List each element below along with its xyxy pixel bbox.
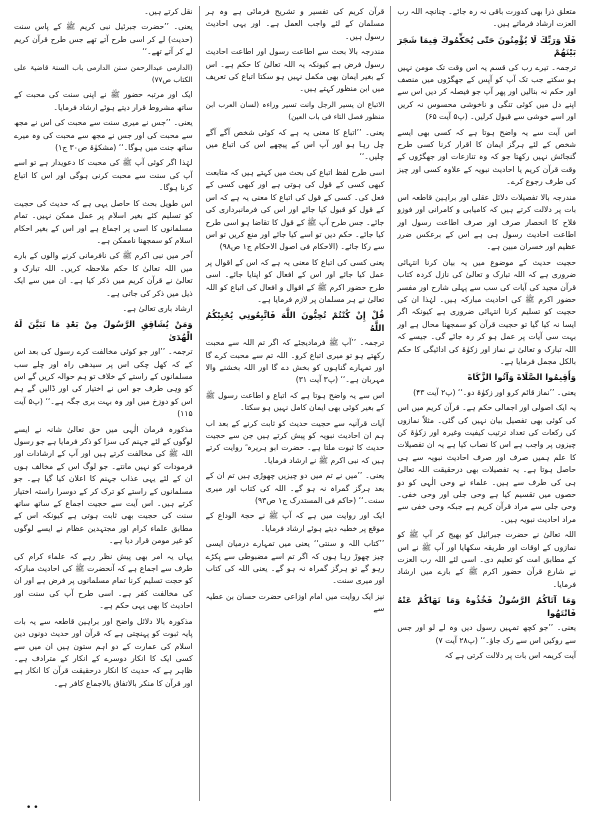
column-left <box>8 6 200 801</box>
paragraph: یعنی۔ ’’جس نے میری سنت سے محبت کی اس نے مجھ سے محبت کی اور جس نے مجھ سے محبت کی وہ میرے ساتھ جنت میں ہوگا۔‘‘ (مشکوٰۃ ص۳۰ ج۱) <box>13 118 193 153</box>
footer-marks: •• <box>26 803 41 813</box>
quran-verse: قُلْ إِنْ كُنْتُمْ تُحِبُّونَ اللَّهَ فَاتَّبِعُونِي يُحْبِبْكُمُ اللَّهُ <box>205 310 385 333</box>
quran-verse: وَمَا آتَاكُمُ الرَّسُولُ فَخُذُوهُ وَمَا نَهَاكُمْ عَنْهُ فَانْتَهُوا <box>397 595 576 618</box>
quran-verse: فَلَا وَرَبِّكَ لَا يُؤْمِنُونَ حَتّٰى يُحَكِّمُوكَ فِيمَا شَجَرَ بَيْنَهُمْ <box>397 34 576 58</box>
paragraph: یعنی۔ ’’حضرت جبرئیل نبی کریم ﷺ کے پاس سنت (حدیث) لے کر اسی طرح آتے تھے جس طرح قرآن کریم لے کر آتے تھے۔‘‘ <box>13 22 193 57</box>
paragraph: اس طویل بحث کا حاصل یہی ہے کہ حدیث کی حجیت کو تسلیم کئے بغیر اسلام پر عمل ممکن نہیں۔ تمام مسلمانوں کا اسی پر اجماع ہے اور اس کے بغیر احکام اسلام کو سمجھنا ناممکن ہے۔ <box>13 198 193 245</box>
paragraph: اس سے یہ واضح ہوتا ہے کہ اتباع و اطاعت رسول ﷺ کے بغیر کوئی بھی ایمان کامل نہیں ہو سکتا۔ <box>205 390 385 413</box>
paragraph: آخر میں نبی اکرم ﷺ کی نافرمانی کرنے والوں کے بارے میں اللہ تعالیٰ کا حکم ملاحظہ کریں۔ اللہ تبارک و تعالیٰ نے قرآن کریم میں ذکر کیا ہے۔ ان میں سے ایک ذیل میں ذکر کی جاتی ہے۔ <box>13 251 193 298</box>
paragraph: لہٰذا اگر کوئی آپ ﷺ کی محبت کا دعویدار ہے تو اسے آپ کی سنت سے محبت کرنی ہوگی اور اس کا اتباع کرنا ہوگا۔ <box>13 158 193 193</box>
paragraph: نیز ایک روایت میں امام اوزاعی حضرت حسان بن عطیہ سے <box>205 591 385 614</box>
paragraph: آیات قرآنیہ سے حجیت حدیث کو ثابت کرنے کے بعد اب ہم ان احادیث نبویہ کو پیش کرتے ہیں جن سے حجیت حدیث کا ثبوت ملتا ہے۔ حضرت ابو ہریرہ ؓ روایت کرتے ہیں کہ نبی اکرم ﷺ نے ارشاد فرمایا۔ <box>205 418 385 465</box>
paragraph: مندرجہ بالا تفصیلات دلائل عقلی اور براہین قاطعہ اس بات پر دلالت کرتے ہیں کہ کامیابی و کامرانی اور فوزو فلاح کا انحصار صرف اور صرف اطاعت رسول اور اطاعت احادیث رسول ہی ہے اس کے برعکس ضرر عظیم اور خسران مبین ہے۔ <box>397 192 576 252</box>
paragraph: مذکورہ فرمان الٰہی میں حق تعالیٰ شانہ نے ایسے لوگوں کے لئے جہنم کی سزا کو ذکر فرمایا ہے جو رسول اللہ ﷺ کی مخالفت کرتے ہیں اور آپ کے ارشادات اور فرمودات کو نہیں مانتے۔ جو لوگ اس کے مخالف ہوں ان کے لئے یہی عذاب جہنم کا اعلان کیا گیا ہے۔ جو مسلمانوں کے راستے کو ترک کر کے دوسرا راستہ اختیار کرتے ہیں۔ اس آیت سے حجیت اجماع کے ساتھ ساتھ سنت کی حجیت بھی ثابت ہوتی ہے کیونکہ اس کے مطابق علماء کرام اور مجتہدین عظام نے ایسے لوگوں کو غیر مومن قرار دیا ہے۔ <box>13 424 193 546</box>
paragraph: قرآن کریم کی تفسیر و تشریح فرمائی ہے وہ ہر مسلمان کے لئے واجب العمل ہے۔ اور یہی احادیث رسول ہیں۔ <box>205 7 385 41</box>
paragraph: یعنی۔ ’’اتباع کا معنی یہ ہے کہ کوئی شخص آگے آگے چل رہا ہو اور آپ اس کے پیچھے اس کی اتباع میں چلیں۔‘‘ <box>205 127 385 162</box>
paragraph: ترجمہ۔ ’’آپ ﷺ فرمادیجئے کہ اگر تم اللہ سے محبت رکھتے ہو تو میری اتباع کرو۔ اللہ تم سے محبت کرے گا اور تمہارے گناہوں کو بخش دے گا اور اللہ بخشنے والا مہربان ہے۔‘‘ (پ۳ آیت ۳۱) <box>205 338 385 385</box>
paragraph: ایک اور مرتبہ حضور ﷺ نے اپنی سنت کی محبت کے ساتھ مشروط قرار دیتے ہوئے ارشاد فرمایا۔ <box>13 90 193 112</box>
column-middle <box>200 6 392 801</box>
text-columns <box>8 6 582 801</box>
paragraph: ایک اور روایت میں ہے کہ آپ ﷺ نے حجۃ الوداع کے موقع پر خطبہ دیتے ہوئے ارشاد فرمایا۔ <box>205 511 385 533</box>
paragraph: یعنی۔ ’’میں نے تم میں دو چیزیں چھوڑی ہیں تم ان کے بعد ہرگز گمراہ نہ ہو گے۔ اللہ کی کتاب اور میری سنت۔‘‘ (حاکم فی المستدرک ج۱ ص۹۳) <box>205 471 385 506</box>
paragraph: حجیت حدیث کے موضوع میں یہ بیان کرنا انتہائی ضروری ہے کہ اللہ تبارک و تعالیٰ کی نازل کردہ کتاب قرآن مجید کی آیات کی سب سے پہلی شارح اور مفسر حضور اکرم ﷺ کی احادیث مبارکہ ہیں۔ لہٰذا ان کی حجیت کو تسلیم کرنا انتہائی ضروری ہے کیونکہ اگر ایسا نہ کیا گیا تو حجیت قرآن کو سمجھنا محال ہے اور بہت سی آیات پر عمل ہو کر رہ جائے گی۔ جیسے کہ اللہ تبارک و تعالیٰ نے نماز اور زکوٰۃ کی ادائیگی کا حکم بالکل مجمل فرمایا ہے۔ <box>397 257 576 366</box>
paragraph: مذکورہ بالا دلائل واضح اور براہین قاطعہ سے یہ بات پایہ ثبوت کو پہنچتی ہے کہ قرآن اور حدیث دونوں دین اسلام کی عمارت کے دو اہم ستون ہیں ان میں سے کسی ایک کا انکار دوسرے کے انکار کے مترادف ہے۔ ظاہر ہے کہ حدیث کا انکار درحقیقت قرآن کا انکار ہے اور قرآن کا منکر بالاتفاق بالاجماع کافر ہے۔ <box>13 616 193 688</box>
paragraph: یہ ایک اصولی اور اجمالی حکم ہے۔ قرآن کریم میں اس کی کوئی بھی تفصیل بیان نہیں کی گئی۔ مثلاً نمازوں کی رکعات کی تعداد ترتیب کیفیت وغیرہ اور زکوٰۃ کن چیزوں پر واجب ہے اس کا نصاب کیا ہے یہ ان تفصیلات کا علم ہمیں صرف اور صرف احادیث نبویہ سے ہی حاصل ہوتا ہے۔ یہ تفصیلات بھی درحقیقت اللہ تعالیٰ ہی کی طرف سے ہیں۔ علماء نے وحی الٰہی کو دو حصوں میں تقسیم کیا ہے وحی جلی اور وحی خفی۔ وحی جلی سے مراد قرآن کریم ہے جبکہ وحی خفی سے مراد احادیث نبویہ ہیں۔ <box>397 403 576 524</box>
paragraph: ’’کتاب اللہ و سنتی‘‘ یعنی میں تمہارے درمیان ایسی چیز چھوڑ رہا ہوں کہ اگر تم اسے مضبوطی سے پکڑے رہو گے تو ہرگز گمراہ نہ ہو گے۔ یعنی اللہ کی کتاب اور میری سنت۔ <box>205 539 385 586</box>
paragraph: ترجمہ۔ ’’اور جو کوئی مخالفت کرے رسول کی بعد اس کے کہ کھل چکی اس پر سیدھی راہ اور چلے سب مسلمانوں کے راستے کے خلاف تو ہم حوالہ کریں گے اس کو وہی طرف جو اس نے اختیار کی اور ڈالیں گے ہم اس کو دوزخ میں اور وہ بہت بری جگہ ہے۔‘‘ (پ۵ آیت ۱۱۵) <box>13 347 193 419</box>
paragraph: اسی طرح لفظ اتباع کی بحث میں کہتے ہیں کہ متابعت کبھی کسی کے قول کی ہوتی ہے اور کبھی کسی کے فعل کی۔ کسی کے قول کی اتباع کا معنی یہ ہے کہ اس کے قول کو قبول کیا جائے اور اس کی فرمانبرداری کی جائے۔ جس طرح آپ ﷺ کے قول کا تقاضا ہو اسی طرح کیا جائے۔ حکم دیں تو اسے کیا جائے اور منع کریں تو اس سے رکا جائے۔ (الاحکام فی اصول الاحکام ج۱ ص۹۸) <box>205 167 385 252</box>
paragraph: ترجمہ۔ تیرے رب کی قسم یہ اس وقت تک مومن نہیں ہو سکتے جب تک آپ کو آپس کے جھگڑوں میں منصف اور حکم نہ بنالیں اور پھر آپ جو فیصلہ کر دیں اس سے اپنے دل میں کوئی تنگی و ناخوشی محسوس نہ کریں اور اسے خوشی سے قبول کرلیں۔ (پ۵ آیت ۶۵) <box>397 62 576 122</box>
paragraph: یعنی۔ ’’نماز قائم کرو اور زکوٰۃ دو۔‘‘ (پ۲ آیت ۴۳) <box>413 387 576 397</box>
reference-citation: الاتباع ان یسیر الرجل وانت تسیر وراءہ (لسان العرب ابن منظور فصل التاء فی باب العین) <box>205 99 385 122</box>
paragraph: ارشاد باری تعالیٰ ہے۔ <box>122 303 193 313</box>
quran-verse: وَمَنْ يُشَاقِقِ الرَّسُولَ مِنْ بَعْدِ مَا تَبَيَّنَ لَهُ الْهُدَىٰ <box>13 319 193 342</box>
paragraph: نقل کرتے ہیں۔ <box>144 7 193 16</box>
paragraph: اللہ تعالیٰ نے حضرت جبرائیل کو بھیج کر آپ ﷺ کو نمازوں کے اوقات اور طریقہ سکھایا اور آپ ﷺ نے اس کے مطابق امت کو تعلیم دی۔ اسی لئے اللہ رب العزت نے شارع قرآن حضور اکرم ﷺ کے بارے میں ارشاد فرمایا۔ <box>397 530 576 589</box>
paragraph: یعنی۔ ’’جو کچھ تمہیں رسول دیں وہ لے لو اور جس سے روکیں اس سے رک جاؤ۔‘‘ (پ۲۸ آیت ۷) <box>397 623 576 645</box>
paragraph: یہاں یہ امر بھی پیش نظر رہے کہ علماء کرام کی طرف سے اجماع ہے کہ آنحضرت ﷺ کی احادیث مبارکہ کو حجت تسلیم کرنا تمام مسلمانوں پر فرض ہے اور ان کی مخالفت کفر ہے۔ اسی طرح آپ کی سنت اور احادیث کا بھی یہی حکم ہے۔ <box>13 551 193 611</box>
paragraph: یعنی کسی کی اتباع کا معنی یہ ہے کہ اس کے اقوال پر عمل کیا جائے اور اس کے افعال کو اپنایا جائے۔ اسی طرح حضور اکرم ﷺ کے اقوال و افعال کی اتباع کو اللہ تعالیٰ نے ہر مسلمان پر لازم فرمایا ہے۔ <box>205 257 385 304</box>
paragraph: اس آیت سے یہ واضح ہوتا ہے کہ کسی بھی ایسے شخص کے لئے ہرگز ایمان کا اقرار کرنا کسی طرح گنجائش نہیں رکھتا جو کہ وہ تنازعات اور جھگڑوں کے وقت قرآن کریم یا احادیث نبویہ کے علاوہ کسی اور چیز کی طرف رجوع کرے۔ <box>397 127 576 187</box>
paragraph: آیت کریمہ اس بات پر دلالت کرتی ہے کہ <box>444 650 576 660</box>
paragraph: متعلق ذرا بھی کدورت باقی نہ رہ جائے۔ چنانچہ اللہ رب العزت ارشاد فرماتے ہیں۔ <box>397 7 576 29</box>
column-right <box>391 6 582 801</box>
paragraph: مندرجہ بالا بحث سے اطاعت رسول اور اطاعت احادیث رسول فرض ہے کیونکہ یہ اللہ تعالیٰ کا حکم ہے۔ اس کے بغیر ایمان بھی مکمل نہیں ہو سکتا اتباع کی تعریف میں ابن منظور کہتے ہیں۔ <box>205 47 385 94</box>
quran-verse: وَأَقِيمُوا الصَّلَاةَ وَآتُوا الزَّكَاةَ <box>467 372 576 383</box>
reference-citation: (الدارمی عبدالرحمن سنن الدارمی باب السنۃ قاضیۃ علی الکتاب ص۷۷) <box>13 62 193 85</box>
